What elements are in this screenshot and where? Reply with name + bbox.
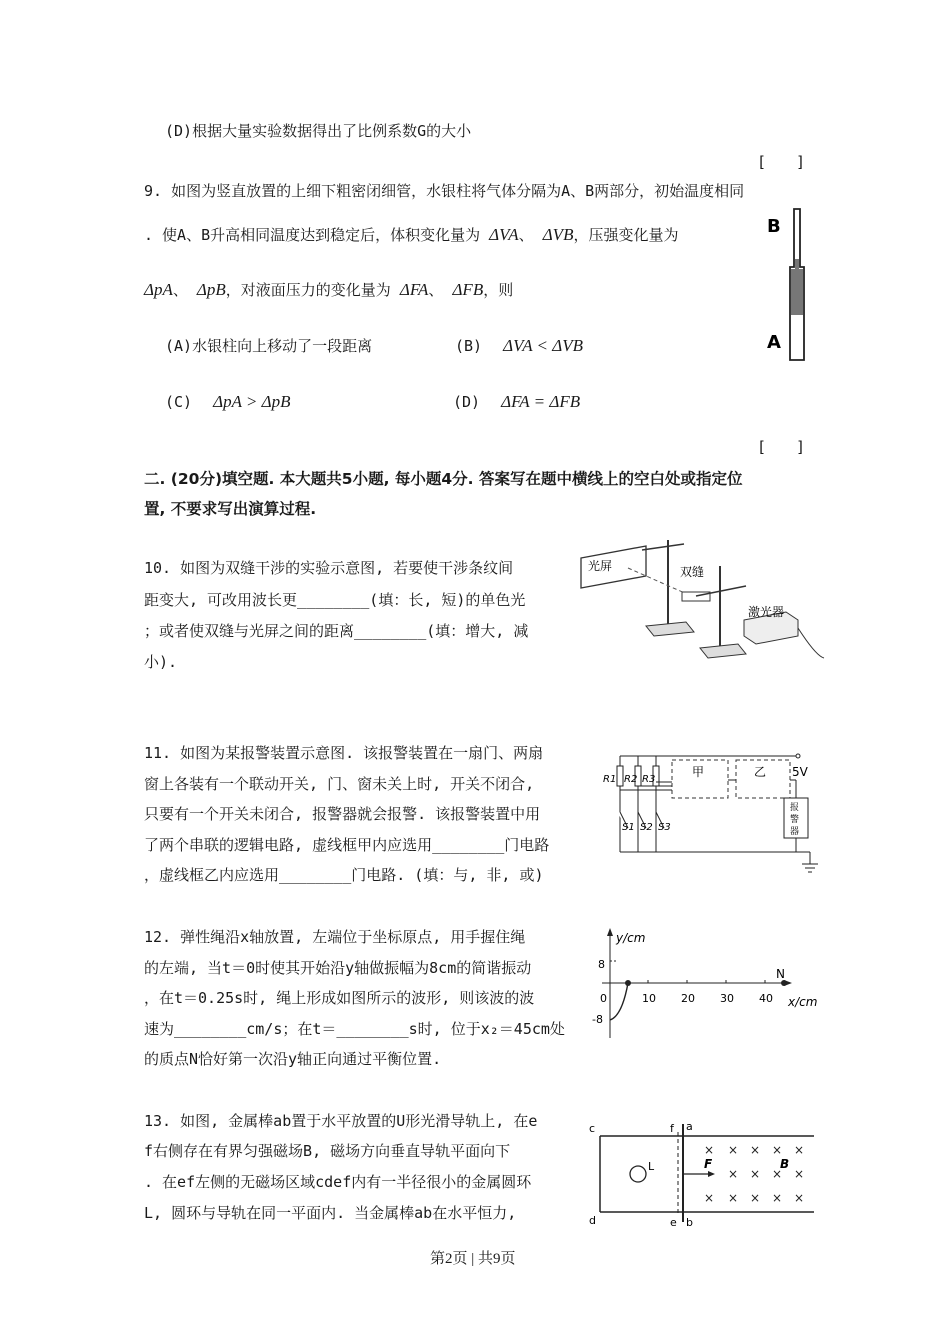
- q9-option-d: [453, 392, 580, 412]
- q10-line3: ；或者使双缝与光屏之间的距离________(填：增大, 减: [144, 622, 529, 640]
- q9-option-c-math: ΔpA > ΔpB: [213, 392, 291, 411]
- q9-line2-tail: ，压强变化量为: [573, 226, 679, 244]
- q9-line2-text: . 使A、B升高相同温度达到稳定后，体积变化量为: [144, 226, 481, 244]
- q9-dfb: ΔFB: [452, 280, 484, 299]
- q9-label-a: A: [767, 332, 781, 353]
- q11-label-r1: R1: [603, 774, 617, 785]
- svg-text:×: ×: [728, 1191, 739, 1205]
- q12-y-top: 8: [598, 958, 605, 971]
- q12-line5: 的质点N恰好第一次沿y轴正向通过平衡位置.: [144, 1050, 442, 1068]
- q13-line3: . 在ef左侧的无磁场区域cdef内有一半径很小的金属圆环: [144, 1173, 532, 1191]
- q9-answer-bracket: [ ]: [757, 438, 806, 456]
- q9-line3-mid: ，对液面压力的变化量为: [225, 281, 391, 299]
- q13-rails-figure: [586, 1118, 818, 1228]
- q9-option-b-math: ΔVA < ΔVB: [503, 336, 584, 355]
- q11-line2: 窗上各装有一个联动开关, 门、窗未关上时, 开关不闭合,: [144, 775, 535, 793]
- q9-tube-figure: [765, 205, 815, 365]
- svg-text:×: ×: [750, 1167, 761, 1181]
- section2-line2: 置, 不要求写出演算过程.: [144, 500, 317, 518]
- q12-line4: 速为________cm/s；在t＝________s时, 位于x₂＝45cm处: [144, 1020, 565, 1038]
- q9-option-d-math: ΔFA = ΔFB: [501, 392, 581, 411]
- q9-line3: [144, 280, 513, 300]
- svg-text:×: ×: [750, 1191, 761, 1205]
- q9-option-a: (A)水银柱向上移动了一段距离: [165, 337, 373, 355]
- q11-label-yi: 乙: [754, 765, 767, 779]
- q8-answer-bracket: [ ]: [757, 153, 806, 171]
- q13-ring: [630, 1166, 646, 1182]
- svg-text:×: ×: [794, 1191, 805, 1205]
- q13-label-b: b: [686, 1216, 693, 1228]
- q12-wave-curve: [610, 983, 628, 1020]
- q9-dfa: ΔFA: [399, 280, 429, 299]
- svg-text:×: ×: [794, 1167, 805, 1181]
- q13-label-d: d: [589, 1214, 596, 1227]
- svg-text:×: ×: [728, 1143, 739, 1157]
- q9-option-b-label: (B): [455, 337, 483, 355]
- q10-label-laser: 激光器: [748, 605, 785, 619]
- svg-text:×: ×: [704, 1191, 715, 1205]
- q9-mercury: [791, 269, 803, 315]
- q11-label-s2: S2: [640, 822, 653, 833]
- q9-dva: ΔVA: [489, 225, 519, 244]
- q12-tick-20: 20: [681, 992, 695, 1005]
- q9-label-b: B: [767, 216, 781, 237]
- q10-label-slits: 双缝: [680, 565, 705, 579]
- svg-text:×: ×: [750, 1143, 761, 1157]
- q8-option-d: (D)根据大量实验数据得出了比例系数G的大小: [165, 122, 472, 140]
- q9-dvb: ΔVB: [542, 225, 574, 244]
- q12-ylabel: y/cm: [616, 931, 646, 945]
- q9-line3-tail: ，则: [483, 281, 514, 299]
- q11-label-alarm-2: 警: [790, 815, 800, 825]
- q13-label-a: a: [686, 1120, 693, 1133]
- q13-field-crosses: [704, 1143, 804, 1205]
- q12-tick-10: 10: [642, 992, 656, 1005]
- svg-text:×: ×: [772, 1191, 783, 1205]
- q11-label-alarm-3: 器: [790, 827, 800, 837]
- q10-line1: 10. 如图为双缝干涉的实验示意图, 若要使干涉条纹间: [144, 559, 514, 577]
- q9-sep3: 、: [428, 281, 444, 299]
- q11-circuit-figure: [600, 748, 825, 880]
- q11-line1: 11. 如图为某报警装置示意图. 该报警装置在一扇门、两扇: [144, 744, 544, 762]
- q13-label-e: e: [670, 1216, 677, 1228]
- q11-line5: ，虚线框乙内应选用________门电路. (填：与, 非, 或): [144, 866, 544, 884]
- q9-option-c: [165, 392, 291, 412]
- svg-text:×: ×: [704, 1143, 715, 1157]
- q11-line4: 了两个串联的逻辑电路, 虚线框甲内应选用________门电路: [144, 836, 550, 854]
- q9-sep: 、: [518, 226, 534, 244]
- q12-tick-40: 40: [759, 992, 773, 1005]
- q11-label-s3: S3: [658, 822, 671, 833]
- q13-line1: 13. 如图, 金属棒ab置于水平放置的U形光滑导轨上, 在e: [144, 1112, 538, 1130]
- q12-line1: 12. 弹性绳沿x轴放置, 左端位于坐标原点, 用手握住绳: [144, 928, 526, 946]
- q11-label-alarm-1: 报: [790, 803, 800, 813]
- q9-dpa: ΔpA: [144, 280, 173, 299]
- q12-line2: 的左端, 当t＝0时使其开始沿y轴做振幅为8cm的简谐振动: [144, 959, 532, 977]
- q13-label-force: F: [704, 1157, 713, 1171]
- q13-line2: f右侧存在有界匀强磁场B, 磁场方向垂直导轨平面向下: [144, 1142, 511, 1160]
- q12-origin: 0: [600, 992, 607, 1005]
- svg-text:×: ×: [772, 1167, 783, 1181]
- q11-label-5v: 5V: [792, 765, 808, 779]
- q10-line2: 距变大, 可改用波长更________(填：长, 短)的单色光: [144, 591, 526, 609]
- q12-label-n: N: [776, 967, 785, 981]
- svg-text:×: ×: [794, 1143, 805, 1157]
- q9-line1: 9. 如图为竖直放置的上细下粗密闭细管，水银柱将气体分隔为A、B两部分，初始温度相同: [144, 182, 745, 200]
- q11-label-r3: R3: [642, 774, 656, 785]
- q9-option-d-label: (D): [453, 393, 481, 411]
- q9-dpb: ΔpB: [196, 280, 226, 299]
- q11-line3: 只要有一个开关未闭合, 报警器就会报警. 该报警装置中用: [144, 805, 541, 823]
- q11-label-r2: R2: [624, 774, 638, 785]
- q13-label-f: f: [670, 1122, 674, 1135]
- q10-doubleslit-figure: [576, 536, 826, 672]
- q12-y-bottom: -8: [592, 1013, 603, 1026]
- q9-sep2: 、: [172, 281, 188, 299]
- q12-xlabel: x/cm: [788, 995, 818, 1009]
- q13-label-field: B: [780, 1157, 790, 1171]
- q9-line2: [144, 225, 678, 245]
- q12-tick-30: 30: [720, 992, 734, 1005]
- section2-line1: 二. (20分)填空题. 本大题共5小题, 每小题4分. 答案写在题中横线上的空白处或指定位: [144, 470, 743, 488]
- q13-label-c: c: [589, 1122, 596, 1135]
- svg-text:×: ×: [728, 1167, 739, 1181]
- q11-label-jia: 甲: [692, 765, 705, 779]
- q9-option-b: [455, 336, 583, 356]
- q10-line4: 小).: [144, 653, 178, 671]
- q12-line3: ，在t＝0.25s时, 绳上形成如图所示的波形, 则该波的波: [144, 989, 535, 1007]
- q13-line4: L, 圆环与导轨在同一平面内. 当金属棒ab在水平恒力,: [144, 1204, 517, 1222]
- page-footer: 第2页 | 共9页: [430, 1251, 516, 1267]
- q10-label-screen: 光屏: [588, 559, 613, 573]
- q13-label-ring: L: [648, 1160, 655, 1173]
- q12-wave-figure: [588, 926, 828, 1044]
- q9-option-c-label: (C): [165, 393, 193, 411]
- svg-text:×: ×: [772, 1143, 783, 1157]
- q11-label-s1: S1: [622, 822, 635, 833]
